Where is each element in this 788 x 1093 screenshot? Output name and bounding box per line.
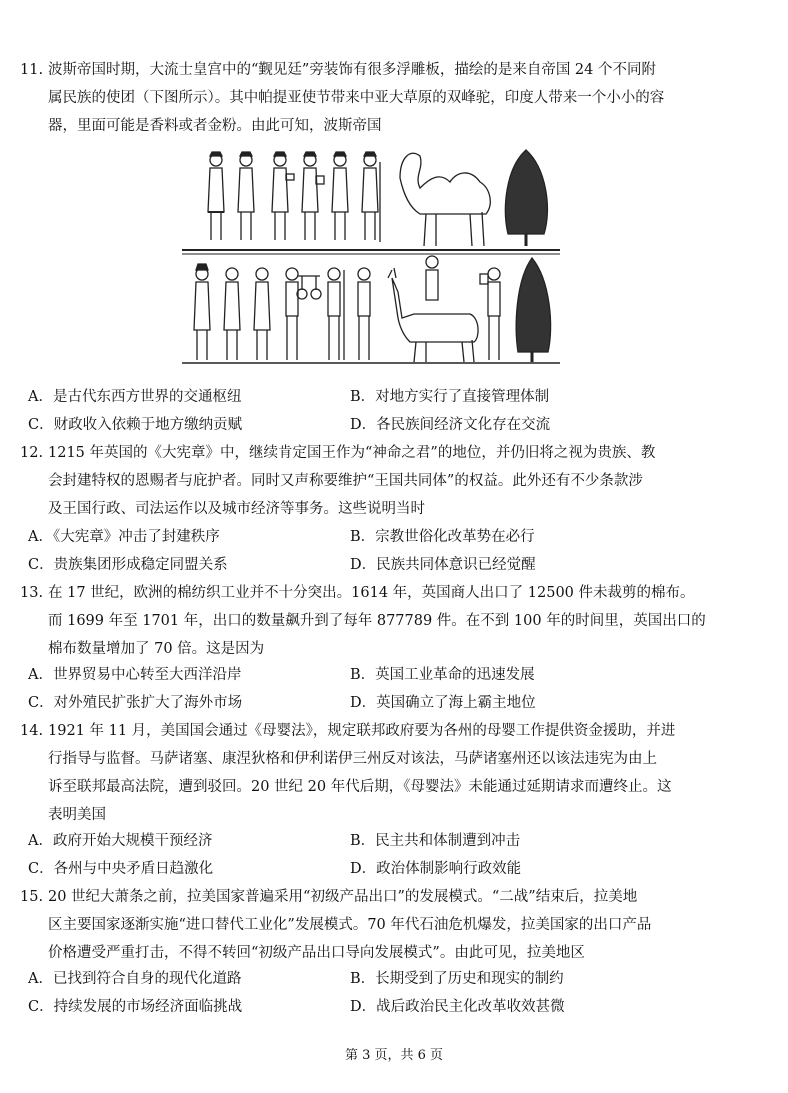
option-d[interactable]: D．战后政治民主化改革收效甚微 <box>350 999 565 1015</box>
question-stem-line: 13. 在 17 世纪，欧洲的棉纺织工业并不十分突出。1614 年，英国商人出口了 12500 件未裁剪的棉布。 <box>20 585 695 601</box>
question-stem-line: 器，里面可能是香料或者金粉。由此可知，波斯帝国 <box>48 118 382 134</box>
question-number: 14. <box>20 723 44 739</box>
question-stem-line: 11. 波斯帝国时期，大流士皇宫中的“觐见廷”旁装饰有很多浮雕板，描绘的是来自帝国 24 个不同附 <box>20 62 656 78</box>
option-b[interactable]: B．民主共和体制遭到冲击 <box>350 833 521 849</box>
option-a[interactable]: A．《大宪章》冲击了封建秩序 <box>28 529 220 545</box>
page-footer: 第 3 页，共 6 页 <box>344 1048 444 1063</box>
question-stem-line: 14. 1921 年 11 月，美国国会通过《母婴法》，规定联邦政府要为各州的母婴工作提供资金援助，并进 <box>20 723 676 739</box>
option-b[interactable]: B．对地方实行了直接管理体制 <box>350 389 550 405</box>
question-stem-line: 诉至联邦最高法院，遭到驳回。20 世纪 20 年代后期，《母婴法》未能通过延期请求而遭终止。这 <box>48 779 672 795</box>
option-c[interactable]: C．持续发展的市场经济面临挑战 <box>28 999 243 1015</box>
question-number: 15. <box>20 889 44 905</box>
option-d[interactable]: D．政治体制影响行政效能 <box>350 861 522 877</box>
question-stem-line: 12. 1215 年英国的《大宪章》中，继续肯定国王作为“神命之君”的地位，并仍旧将之视为贵族、教 <box>20 445 656 461</box>
option-a[interactable]: A．已找到符合自身的现代化道路 <box>28 971 242 987</box>
question-stem-line: 会封建特权的恩赐者与庇护者。同时又声称要维护“王国共同体”的权益。此外还有不少条款涉 <box>48 473 643 489</box>
option-b[interactable]: B．宗教世俗化改革势在必行 <box>350 529 535 545</box>
option-b[interactable]: B．英国工业革命的迅速发展 <box>350 667 535 683</box>
option-b[interactable]: B．长期受到了历史和现实的制约 <box>350 971 564 987</box>
question-stem-line: 棉布数量增加了 70 倍。这是因为 <box>48 641 265 657</box>
question-stem-line: 区主要国家逐渐实施“进口替代工业化”发展模式。70 年代石油危机爆发，拉美国家的出口产品 <box>48 917 652 933</box>
question-stem-line: 及王国行政、司法运作以及城市经济等事务。这些说明当时 <box>48 501 425 517</box>
question-stem-line: 15. 20 世纪大萧条之前，拉美国家普遍采用“初级产品出口”的发展模式。“二战”结束后，拉美地 <box>20 889 638 905</box>
question-stem-line: 而 1699 年至 1701 年，出口的数量飙升到了每年 877789 件。在不到 100 年的时间里，英国出口的 <box>48 613 706 629</box>
option-a[interactable]: A．世界贸易中心转至大西洋沿岸 <box>28 667 242 683</box>
option-a[interactable]: A．政府开始大规模干预经济 <box>28 833 213 849</box>
question-number: 11. <box>20 62 44 78</box>
question-number: 13. <box>20 585 44 601</box>
question-stem-line: 价格遭受严重打击，不得不转回“初级产品出口导向发展模式”。由此可见，拉美地区 <box>48 945 585 961</box>
question-stem-line: 属民族的使团（下图所示）。其中帕提亚使节带来中亚大草原的双峰驼，印度人带来一个小小的容 <box>48 90 665 106</box>
option-d[interactable]: D．民族共同体意识已经觉醒 <box>350 557 536 573</box>
option-d[interactable]: D．各民族间经济文化存在交流 <box>350 417 551 433</box>
option-a[interactable]: A．是古代东西方世界的交通枢纽 <box>28 389 242 405</box>
option-c[interactable]: C．财政收入依赖于地方缴纳贡赋 <box>28 417 243 433</box>
option-d[interactable]: D．英国确立了海上霸主地位 <box>350 695 536 711</box>
question-number: 12. <box>20 445 44 461</box>
option-c[interactable]: C．对外殖民扩张扩大了海外市场 <box>28 695 243 711</box>
question-stem-line: 表明美国 <box>48 807 106 823</box>
question-stem-line: 行指导与监督。马萨诸塞、康涅狄格和伊利诺伊三州反对该法，马萨诸塞州还以该法违宪为由上 <box>48 751 657 767</box>
persian-relief-illustration <box>180 148 562 373</box>
option-c[interactable]: C．贵族集团形成稳定同盟关系 <box>28 557 228 573</box>
option-c[interactable]: C．各州与中央矛盾日趋激化 <box>28 861 214 877</box>
